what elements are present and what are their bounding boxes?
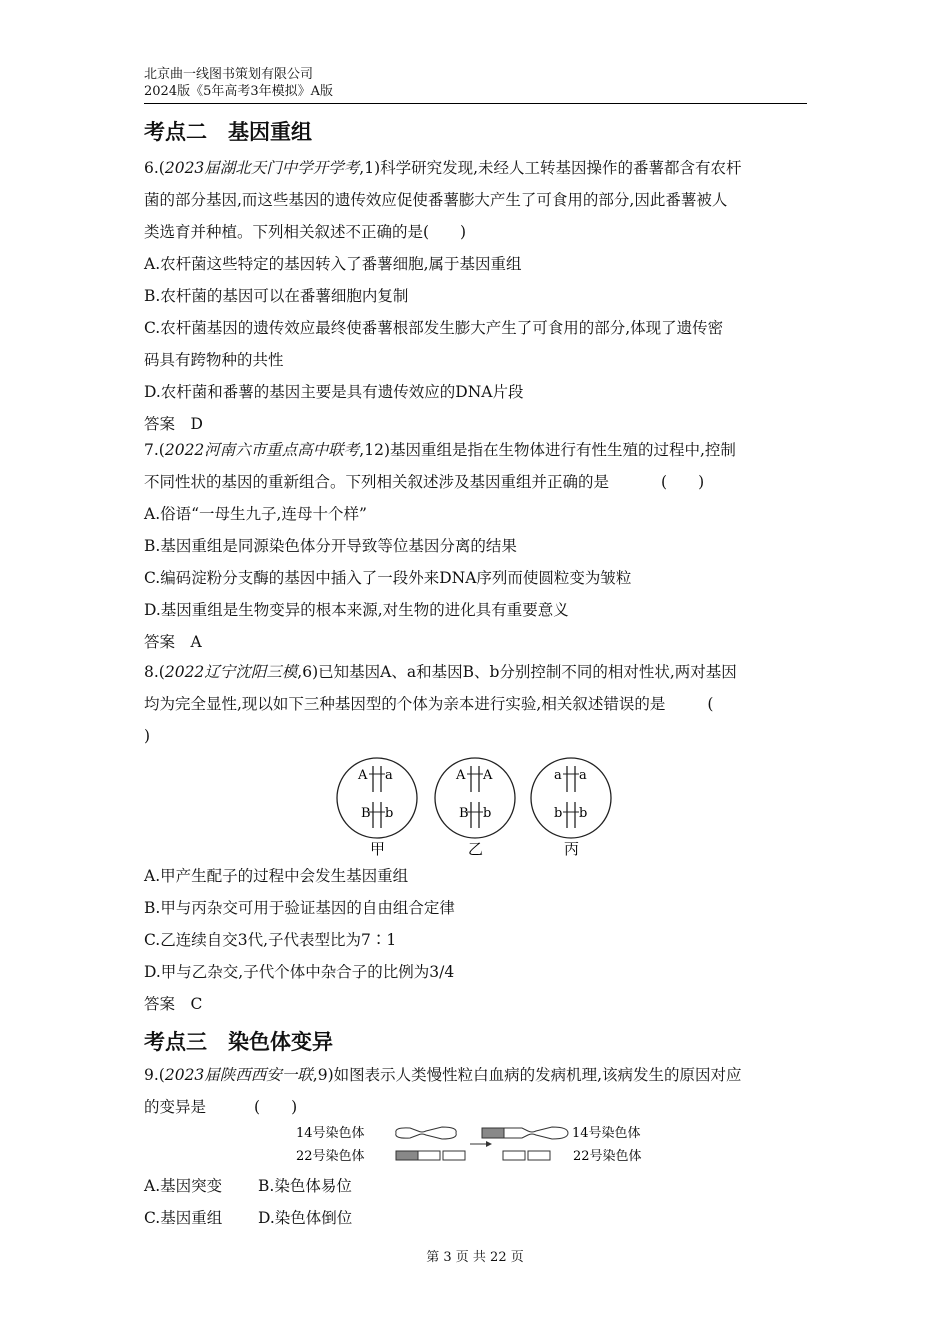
q6-option-b: B.农杆菌的基因可以在番薯细胞内复制 <box>144 287 409 305</box>
q6-option-c-line1: C.农杆菌基因的遗传效应最终使番薯根部发生膨大产生了可食用的部分,体现了遗传密 <box>144 319 724 337</box>
label-chr22-after: 22号染色体 <box>573 1149 642 1164</box>
q9-option-a: A.基因突变 <box>144 1177 223 1195</box>
gene-label: B <box>361 806 371 821</box>
header-divider <box>144 103 807 104</box>
chromosome-22-arm <box>418 1151 440 1160</box>
q7-option-d: D.基因重组是生物变异的根本来源,对生物的进化具有重要意义 <box>144 601 569 619</box>
q9-option-c: C.基因重组 <box>144 1209 223 1227</box>
q8-line2: 均为完全显性,现以如下三种基因型的个体为亲本进行实验,相关叙述错误的是 ( <box>144 695 714 713</box>
chromosome-14-derivative <box>504 1127 568 1139</box>
q8-source: 2022辽宁沈阳三模 <box>164 663 298 681</box>
chromosome-14-original <box>396 1127 456 1139</box>
question-8-options <box>144 860 809 1020</box>
cell-membrane <box>531 758 611 838</box>
q6-option-d: D.农杆菌和番薯的基因主要是具有遗传效应的DNA片段 <box>144 383 524 401</box>
translocated-segment <box>482 1128 504 1138</box>
q8-answer: 答案 C <box>144 995 203 1013</box>
cell-bing <box>531 758 611 858</box>
cell-yi <box>435 758 515 858</box>
gene-label: b <box>385 806 394 821</box>
publisher-line: 北京曲一线图书策划有限公司 <box>144 67 314 82</box>
q8-option-c: C.乙连续自交3代,子代表型比为7∶1 <box>144 931 397 949</box>
gene-label: A <box>358 768 368 783</box>
section-title-2: 考点二 基因重组 <box>144 120 312 144</box>
gene-label: b <box>554 806 563 821</box>
q8-option-a: A.甲产生配子的过程中会发生基因重组 <box>144 867 409 885</box>
q8-line3: ) <box>144 727 151 745</box>
genotype-cells-figure <box>330 752 620 860</box>
q6-source: 2023届湖北天门中学开学考 <box>164 159 360 177</box>
cell-caption: 乙 <box>468 840 484 858</box>
q9-source: 2023届陕西西安一联 <box>164 1066 313 1084</box>
chromosome-22-arm <box>443 1151 465 1160</box>
q6-line1: 6.(2023届湖北天门中学开学考,1)科学研究发现,未经人工转基因操作的番薯都含有农杆 <box>144 159 742 177</box>
arrow-head-icon <box>486 1141 492 1147</box>
cell-jia <box>337 758 417 858</box>
q6-option-c-line2: 码具有跨物种的共性 <box>144 351 284 369</box>
chromosome-22-derivative <box>528 1151 550 1160</box>
chromosome-22-segment <box>396 1151 418 1160</box>
q7-line1: 7.(2022河南六市重点高中联考,12)基因重组是指在生物体进行有性生殖的过程中,控制 <box>144 441 736 459</box>
edition-line: 2024版《5年高考3年模拟》A版 <box>144 84 334 99</box>
q7-option-c: C.编码淀粉分支酶的基因中插入了一段外来DNA序列而使圆粒变为皱粒 <box>144 569 632 587</box>
q6-answer: 答案 D <box>144 415 203 433</box>
label-chr14-before: 14号染色体 <box>296 1126 365 1141</box>
cell-caption: 甲 <box>370 840 386 858</box>
question-7 <box>144 434 809 658</box>
gene-label: A <box>483 768 493 783</box>
gene-label: B <box>459 806 469 821</box>
q8-option-b: B.甲与丙杂交可用于验证基因的自由组合定律 <box>144 899 455 917</box>
chromosome-22-derivative <box>503 1151 525 1160</box>
page-number: 第 3 页 共 22 页 <box>426 1250 524 1265</box>
q9-answer-blank: ( ) <box>254 1098 298 1116</box>
question-9-options <box>144 1170 809 1234</box>
gene-label: a <box>385 768 393 783</box>
gene-label: a <box>554 768 562 783</box>
question-8 <box>144 656 809 752</box>
q7-line2: 不同性状的基因的重新组合。下列相关叙述涉及基因重组并正确的是 ( ) <box>144 473 705 491</box>
q6-line2: 菌的部分基因,而这些基因的遗传效应促使番薯膨大产生了可食用的部分,因此番薯被人 <box>144 191 728 209</box>
q7-source: 2022河南六市重点高中联考 <box>164 441 360 459</box>
q9-option-d: D.染色体倒位 <box>258 1209 353 1227</box>
q9-options-row1 <box>144 1170 809 1202</box>
q9-line1: 9.(2023届陕西西安一联,9)如图表示人类慢性粒白血病的发病机理,该病发生的原因对应 <box>144 1066 742 1084</box>
translocation-figure <box>296 1122 656 1166</box>
q9-option-b: B.染色体易位 <box>258 1177 352 1195</box>
q6-option-a: A.农杆菌这些特定的基因转入了番薯细胞,属于基因重组 <box>144 255 522 273</box>
gene-label: b <box>483 806 492 821</box>
q7-option-b: B.基因重组是同源染色体分开导致等位基因分离的结果 <box>144 537 517 555</box>
cell-membrane <box>435 758 515 838</box>
cell-caption: 丙 <box>564 840 580 858</box>
gene-label: b <box>579 806 588 821</box>
q8-option-d: D.甲与乙杂交,子代个体中杂合子的比例为3/4 <box>144 963 455 981</box>
gene-label: a <box>579 768 587 783</box>
q8-line1: 8.(2022辽宁沈阳三模,6)已知基因A、a和基因B、b分别控制不同的相对性状,两对基因 <box>144 663 737 681</box>
q9-options-row2 <box>144 1202 809 1234</box>
question-9 <box>144 1059 809 1123</box>
q9-line2: 的变异是 ( ) <box>144 1098 298 1116</box>
q7-answer: 答案 A <box>144 633 202 651</box>
label-chr22-before: 22号染色体 <box>296 1149 365 1164</box>
cell-membrane <box>337 758 417 838</box>
q7-option-a: A.俗语“一母生九子,连母十个样” <box>144 505 367 523</box>
q7-answer-blank: ( ) <box>661 473 705 491</box>
question-6 <box>144 152 809 440</box>
q6-line3: 类选育并种植。下列相关叙述不正确的是( ) <box>144 223 467 241</box>
gene-label: A <box>456 768 466 783</box>
page-header <box>144 66 333 100</box>
label-chr14-after: 14号染色体 <box>572 1126 641 1141</box>
section-title-3: 考点三 染色体变异 <box>144 1030 333 1054</box>
